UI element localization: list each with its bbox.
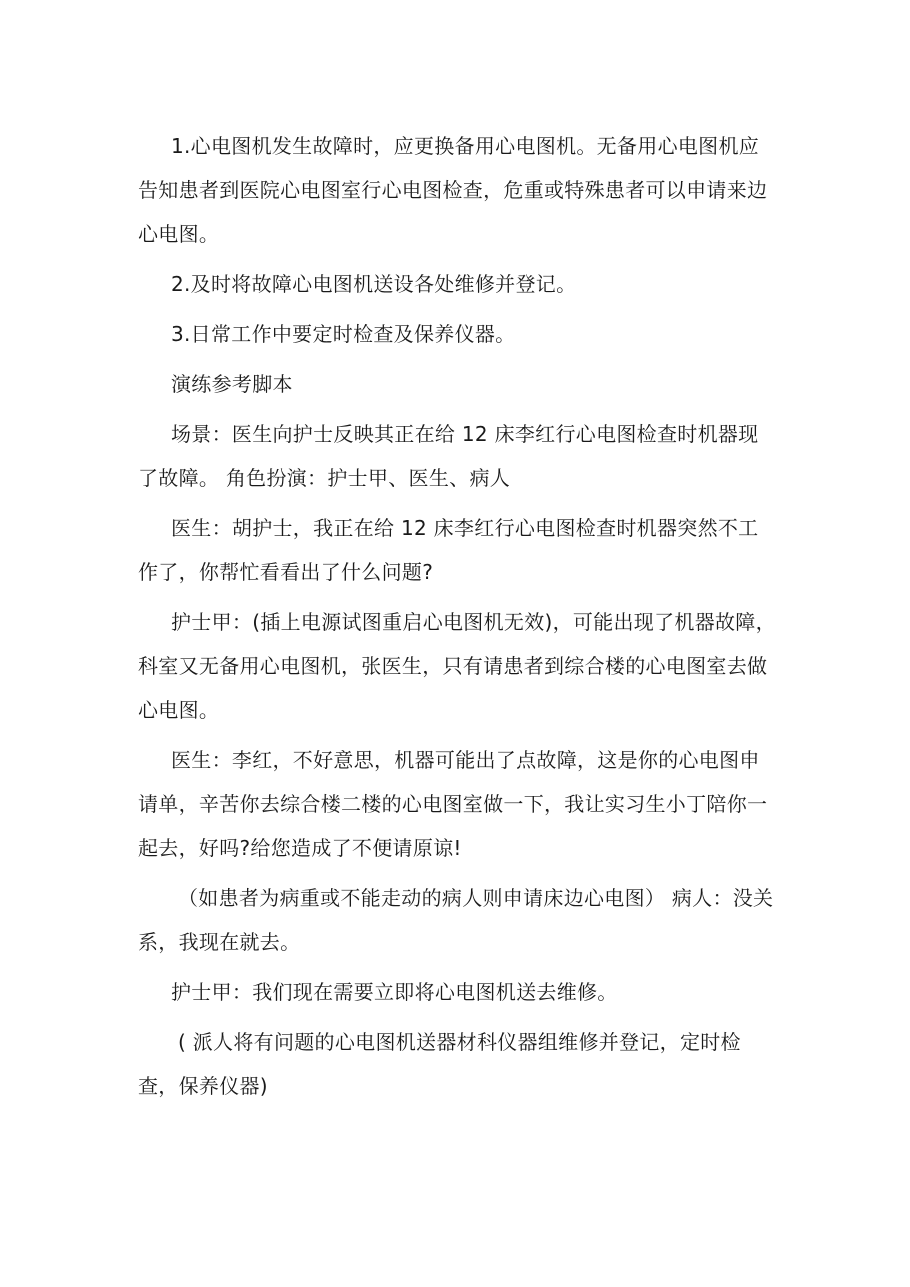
paragraph-step-3: 3.日常工作中要定时检查及保养仪器。 [171, 322, 516, 346]
paragraph-nurse-line-2: 护士甲：我们现在需要立即将心电图机送去维修。 [171, 980, 618, 1004]
paragraph-doctor-line-2: 医生：李红，不好意思，机器可能出了点故障，这是你的心电图申请单，辛苦你去综合楼二楼的心电图室做一下，我让实习生小丁陪你一起去，好吗?给您造成了不便请原谅! [138, 748, 768, 860]
document-body [138, 124, 778, 1114]
paragraph-nurse-line-1: 护士甲：(插上电源试图重启心电图机无效)，可能出现了机器故障，科室又无备用心电图机，张医生，只有请患者到综合楼的心电图室去做心电图。 [138, 610, 776, 722]
paragraph-doctor-line-1: 医生：胡护士，我正在给 12 床李红行心电图检查时机器突然不工作了，你帮忙看看出了什么问题? [138, 516, 759, 584]
paragraph-step-1: 1.心电图机发生故障时，应更换备用心电图机。无备用心电图机应告知患者到医院心电图室行心电图检查，危重或特殊患者可以申请来边心电图。 [138, 134, 768, 246]
paragraph-scene: 场景：医生向护士反映其正在给 12 床李红行心电图检查时机器现了故障。 角色扮演：护士甲、医生、病人 [138, 422, 759, 490]
paragraph-patient-line: （如患者为病重或不能走动的病人则申请床边心电图） 病人：没关系，我现在就去。 [138, 886, 774, 954]
paragraph-closing-note: ( 派人将有问题的心电图机送器材科仪器组维修并登记，定时检查，保养仪器) [138, 1030, 741, 1098]
paragraph-step-2: 2.及时将故障心电图机送设各处维修并登记。 [171, 272, 577, 296]
section-heading: 演练参考脚本 [171, 372, 293, 396]
